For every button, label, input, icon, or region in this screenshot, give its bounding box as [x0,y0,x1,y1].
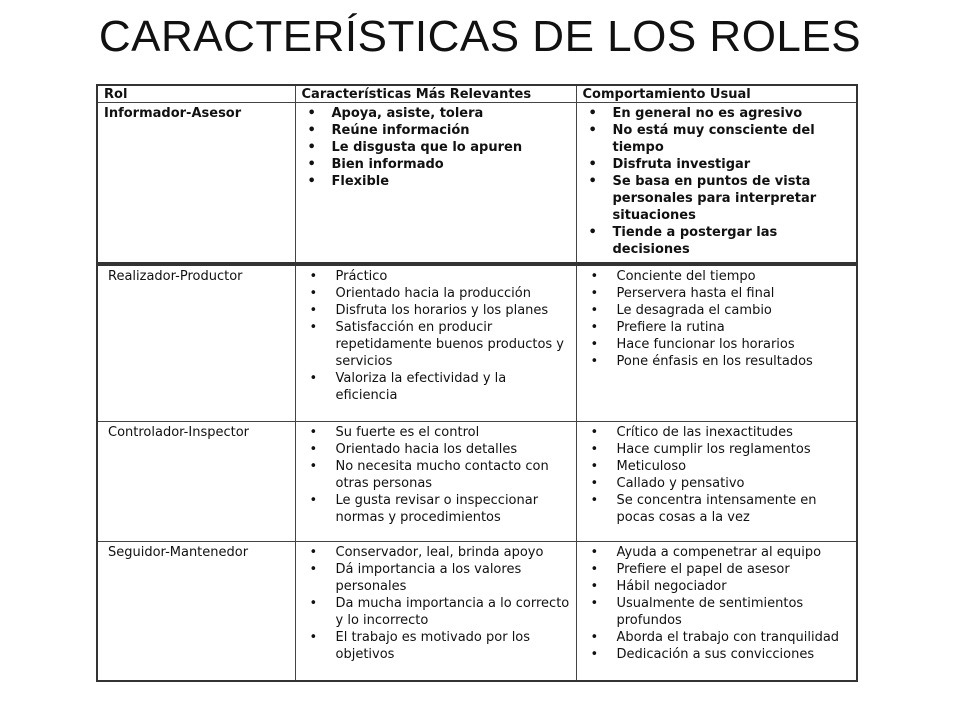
role-name-controlador: Controlador-Inspector [97,421,295,541]
table-row [97,103,857,263]
characteristics-cell [295,541,576,681]
list-item: • Práctico [309,269,388,284]
list-item: • Dá importancia a los valores personales [309,561,522,594]
list-item: • Prefiere la rutina [590,320,725,335]
list-item: • Crítico de las inexactitudes [590,424,793,440]
header-caracteristicas: Características Más Relevantes [295,85,576,103]
list-item: • Le desagrada el cambio [590,303,772,318]
list-item: • Aborda el trabajo con tranquilidad [590,629,840,645]
roles-table-part-1 [96,84,858,264]
behavior-cell [576,421,857,541]
list-item: • Tiende a postergar las decisiones [588,225,778,257]
role-name-informador: Informador-Asesor [97,103,295,263]
list-item: • Orientado hacia la producción [309,286,531,301]
list-item: • Conciente del tiempo [590,269,756,284]
list-item: • Conservador, leal, brinda apoyo [309,544,544,560]
list-item: • Prefiere el papel de asesor [590,561,790,577]
list-item: • Orientado hacia los detalles [309,441,518,457]
header-rol: Rol [97,85,295,103]
characteristics-cell [295,103,576,263]
list-item: • Flexible [307,174,390,189]
list-item: • No está muy consciente del tiempo [588,123,815,155]
list-item: • Se concentra intensamente en pocas cosas a la vez [590,492,817,525]
list-item: • Se basa en puntos de vista personales para interpretar situaciones [588,174,817,223]
list-item: • Apoya, asiste, tolera [307,106,484,121]
roles-table-part-2 [96,264,858,682]
list-item: • Reúne información [307,123,470,138]
characteristics-cell [295,421,576,541]
list-item: • Le disgusta que lo apuren [307,140,523,155]
list-item: • Hace funcionar los horarios [590,337,795,352]
list-item: • Bien informado [307,157,444,172]
list-item: • Le gusta revisar o inspeccionar normas y procedimientos [309,492,539,525]
list-item: • Hábil negociador [590,578,727,594]
list-item: • Perservera hasta el final [590,286,775,301]
behavior-cell [576,541,857,681]
behavior-cell [576,103,857,263]
table-row [97,541,857,681]
list-item: • Meticuloso [590,458,687,474]
characteristics-cell [295,265,576,421]
table-row [97,265,857,421]
list-item: • No necesita mucho contacto con otras personas [309,458,549,491]
list-item: • Disfruta investigar [588,157,751,172]
list-item: • El trabajo es motivado por los objetivos [309,629,531,662]
list-item: • Disfruta los horarios y los planes [309,303,549,318]
list-item: • Satisfacción en producir repetidamente buenos productos y servicios [309,320,565,369]
list-item: • Ayuda a compenetrar al equipo [590,544,822,560]
list-item: • Usualmente de sentimientos profundos [590,595,804,628]
list-item: • Dedicación a sus convicciones [590,646,815,662]
role-name-seguidor: Seguidor-Mantenedor [97,541,295,681]
table-row [97,421,857,541]
role-name-realizador: Realizador-Productor [97,265,295,421]
behavior-cell [576,265,857,421]
slide-title: CARACTERÍSTICAS DE LOS ROLES [98,12,862,61]
list-item: • Valoriza la efectividad y la eficiencia [309,371,507,403]
list-item: • Pone énfasis en los resultados [590,354,813,369]
table-header-row [97,85,857,103]
list-item: • En general no es agresivo [588,106,803,121]
list-item: • Hace cumplir los reglamentos [590,441,811,457]
header-comportamiento: Comportamiento Usual [576,85,857,103]
list-item: • Su fuerte es el control [309,424,480,440]
list-item: • Da mucha importancia a lo correcto y lo incorrecto [309,595,570,628]
list-item: • Callado y pensativo [590,475,745,491]
